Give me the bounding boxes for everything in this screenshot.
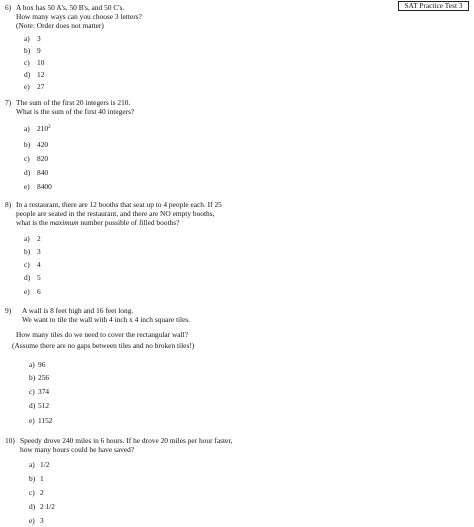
choice-letter[interactable]: e) (29, 516, 35, 525)
question-number: 8) (5, 200, 12, 209)
choice-letter[interactable]: b) (24, 140, 31, 149)
choice-letter[interactable]: c) (29, 387, 35, 396)
choice-text[interactable]: 8400 (37, 182, 52, 191)
choice-letter[interactable]: d) (24, 168, 31, 177)
question-number: 6) (5, 3, 12, 12)
choice-text[interactable]: 3 (40, 516, 44, 525)
test-label: SAT Practice Test 3 (404, 1, 463, 10)
choice-text[interactable]: 820 (37, 154, 49, 163)
choice-letter[interactable]: c) (24, 260, 30, 269)
question-text: people are seated in the restaurant, and there are NO empty booths, (16, 209, 215, 218)
test-label-box (398, 1, 469, 11)
question-number: 10) (5, 436, 15, 445)
question-text: A wall is 8 feet high and 16 feet long. (22, 306, 134, 315)
choice-letter[interactable]: a) (24, 34, 30, 43)
question-text: We want to tile the wall with 4 inch x 4 inch square tiles. (22, 315, 191, 324)
question-text: how many hours could he have saved? (20, 445, 135, 454)
choice-letter[interactable]: d) (29, 401, 36, 410)
choice-letter[interactable]: a) (24, 124, 30, 133)
choice-letter[interactable]: a) (29, 360, 35, 369)
choice-text[interactable]: 3 (37, 34, 41, 43)
choice-letter[interactable]: c) (24, 154, 30, 163)
question-text: The sum of the first 20 integers is 210. (16, 98, 131, 107)
choice-letter[interactable]: b) (24, 247, 31, 256)
choice-text[interactable]: 840 (37, 168, 49, 177)
choice-text[interactable]: 2 (40, 488, 44, 497)
choice-letter[interactable]: b) (24, 46, 31, 55)
question-text: (Assume there are no gaps between tiles and no broken tiles!) (12, 341, 195, 350)
choice-text[interactable]: 12 (37, 70, 45, 79)
choice-text[interactable]: 1152 (38, 416, 53, 425)
choice-letter[interactable]: c) (29, 488, 35, 497)
choice-text[interactable]: 420 (37, 140, 49, 149)
question-text: In a restaurant, there are 12 booths that seat up to 4 people each. If 25 (16, 200, 222, 209)
choice-text[interactable]: 512 (38, 401, 50, 410)
choice-text[interactable]: 9 (37, 46, 41, 55)
question-text: What is the sum of the first 40 integers? (16, 107, 135, 116)
question-text: How many ways can you choose 3 letters? (16, 12, 142, 21)
choice-text[interactable]: 10 (37, 58, 45, 67)
choice-letter[interactable]: e) (24, 287, 30, 296)
choice-text[interactable]: 5 (37, 273, 41, 282)
choice-letter[interactable]: c) (24, 58, 30, 67)
choice-text[interactable]: 96 (38, 360, 46, 369)
choice-text[interactable]: 4 (37, 260, 41, 269)
choice-text[interactable]: 374 (38, 387, 50, 396)
question-text: A box has 50 A's, 50 B's, and 50 C's. (16, 3, 125, 12)
exponent: 2 (48, 125, 51, 130)
question-number: 7) (5, 98, 12, 107)
choice-letter[interactable]: d) (24, 273, 31, 282)
choice-text[interactable]: 256 (38, 373, 50, 382)
question-text: (Note: Order does not matter) (16, 21, 104, 30)
question-text: Speedy drove 240 miles in 6 hours. If he drove 20 miles per hour faster, (20, 436, 233, 445)
choice-letter[interactable]: e) (24, 82, 30, 91)
choice-text[interactable]: $210^2$ (37, 124, 51, 133)
choice-letter[interactable]: e) (24, 182, 30, 191)
question-number: 9) (5, 306, 12, 315)
choice-text[interactable]: 27 (37, 82, 45, 91)
choice-letter[interactable]: a) (29, 460, 35, 469)
choice-letter[interactable]: b) (29, 474, 36, 483)
question-text: what is the maximum number possible of filled booths? (16, 218, 180, 227)
emphasis: maximum (49, 218, 79, 227)
choice-letter[interactable]: e) (29, 416, 35, 425)
choice-letter[interactable]: a) (24, 234, 30, 243)
choice-letter[interactable]: d) (29, 502, 36, 511)
question-text: How many tiles do we need to cover the rectangular wall? (16, 330, 188, 339)
choice-text[interactable]: 3 (37, 247, 41, 256)
choice-text[interactable]: 1 (40, 474, 44, 483)
choice-letter[interactable]: d) (24, 70, 31, 79)
choice-text[interactable]: 2 1/2 (40, 502, 55, 511)
choice-text[interactable]: 6 (37, 287, 41, 296)
choice-text[interactable]: 2 (37, 234, 41, 243)
choice-text[interactable]: 1/2 (40, 460, 50, 469)
choice-letter[interactable]: b) (29, 373, 36, 382)
